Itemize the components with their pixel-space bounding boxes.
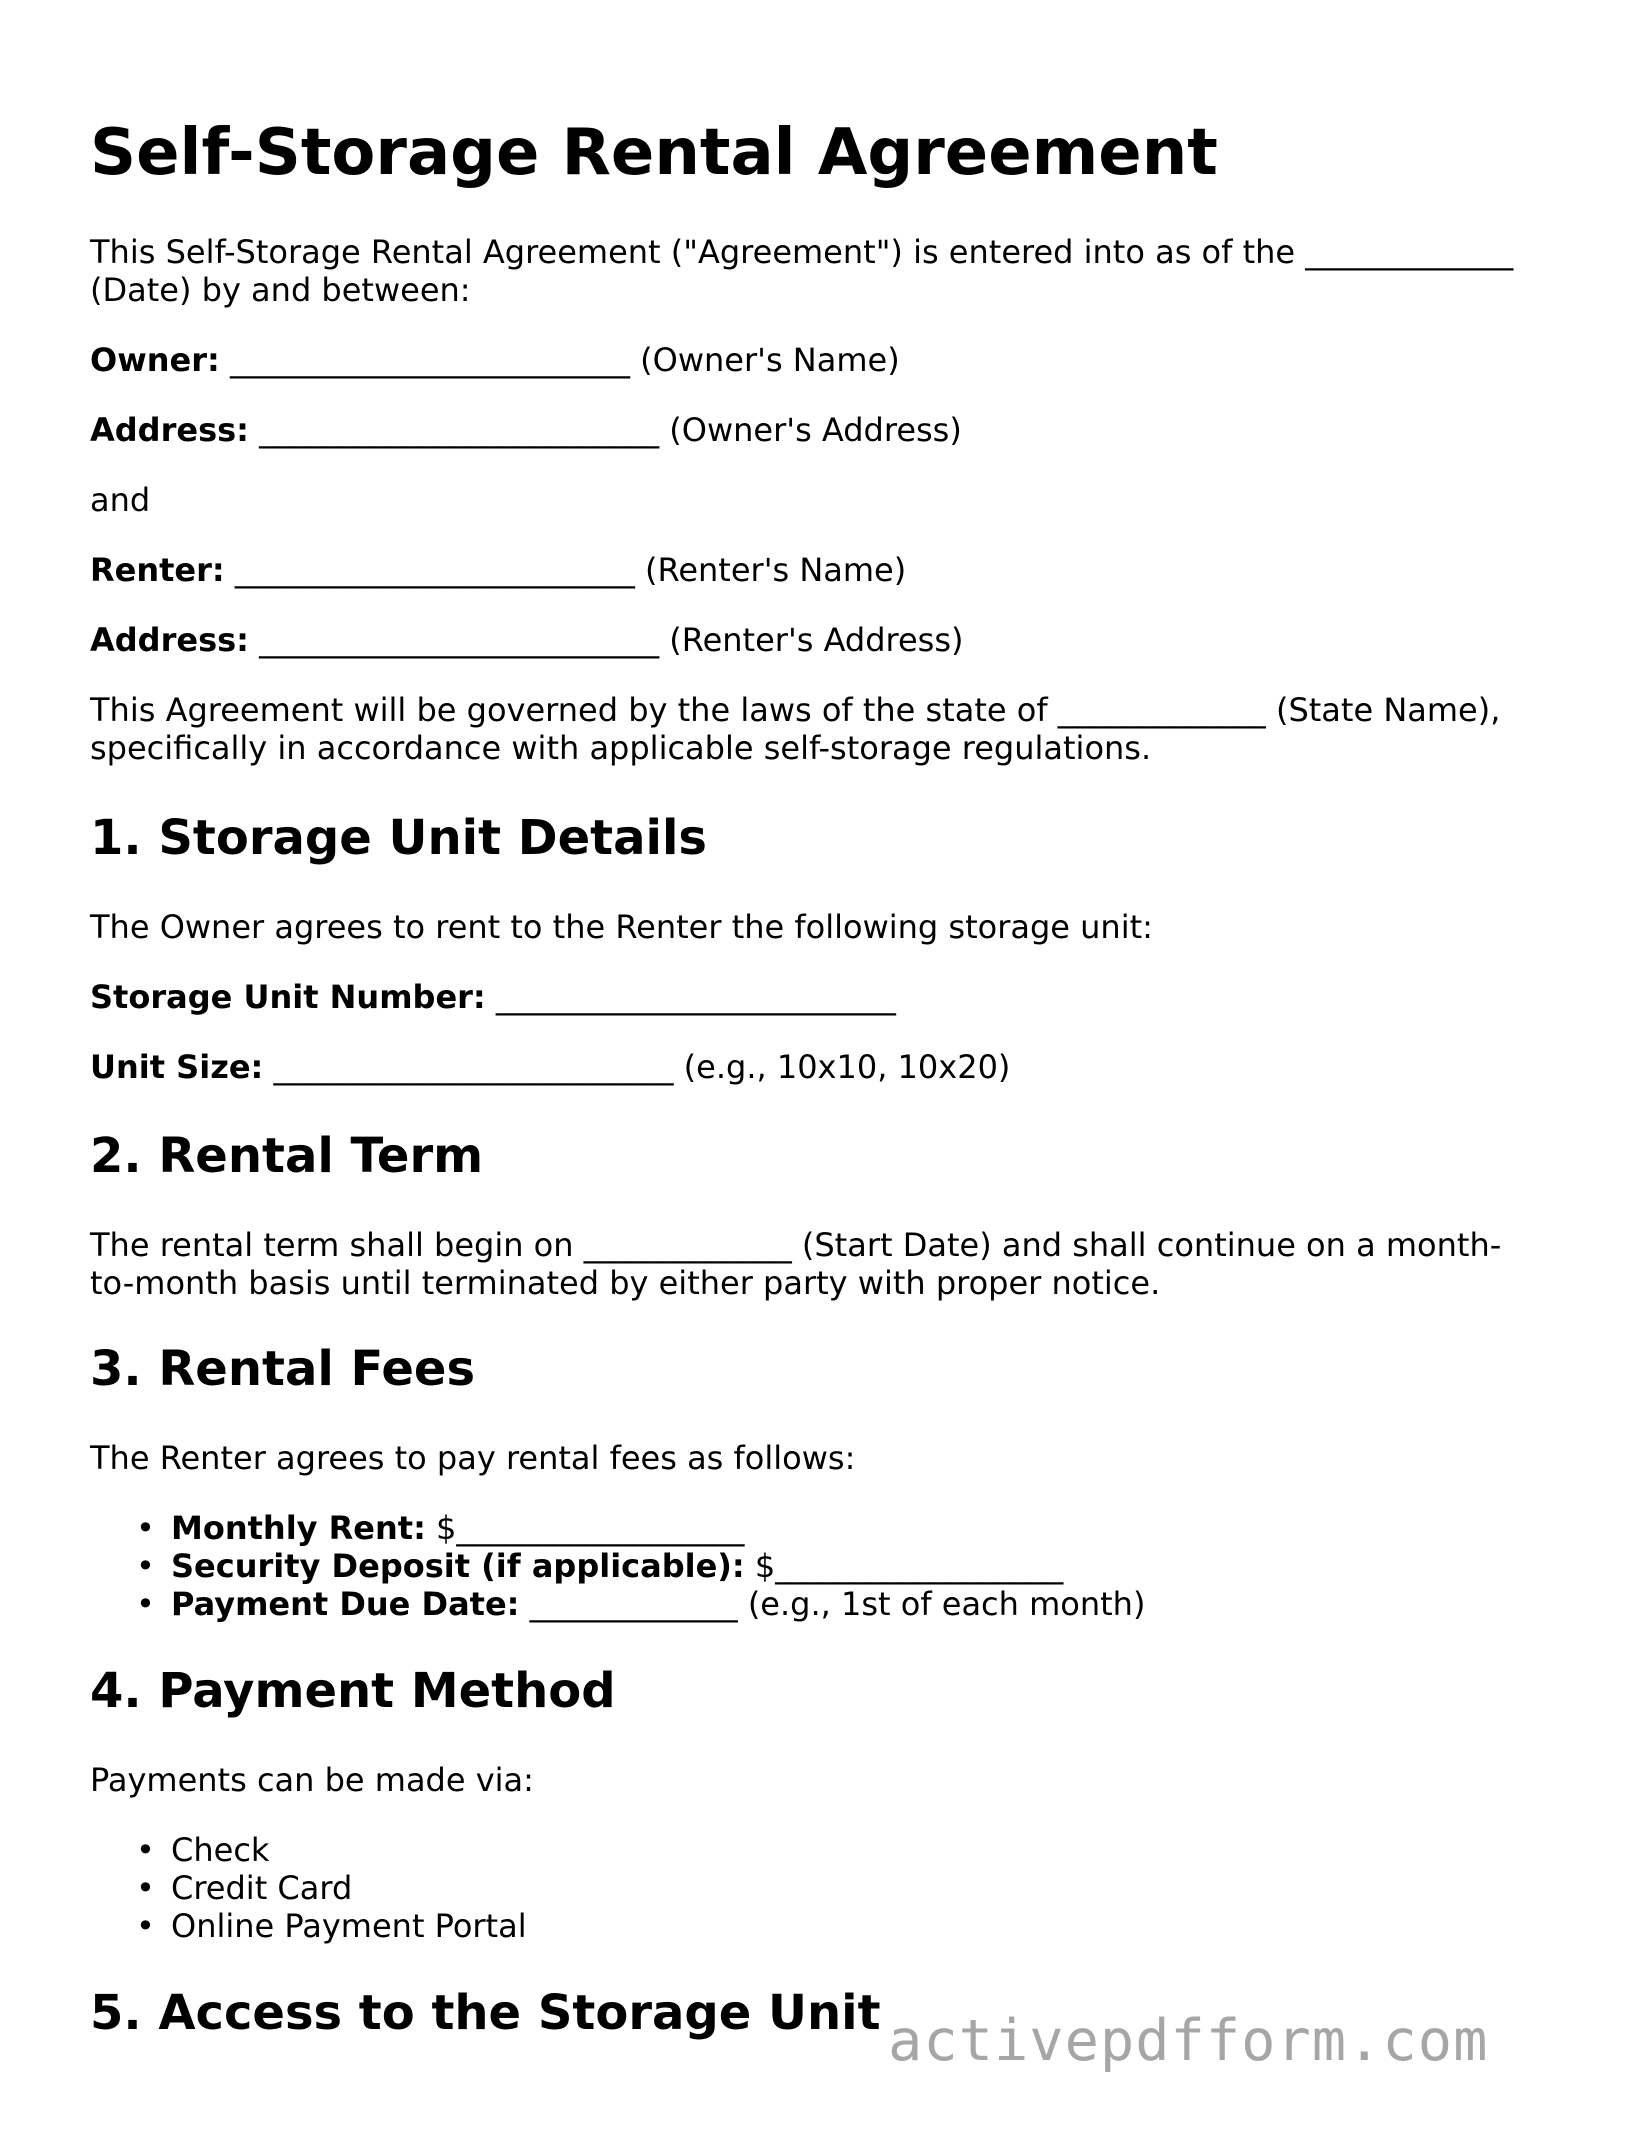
document-title: Self-Storage Rental Agreement: [90, 116, 1218, 190]
renter-address-label: Address:: [90, 621, 249, 659]
unit-size-blank: _________________________: [273, 1048, 674, 1086]
section-4-heading: 4. Payment Method: [90, 1663, 616, 1719]
monthly-rent-blank: $__________________: [436, 1509, 745, 1547]
section-4-intro: Payments can be made via:: [90, 1761, 534, 1799]
and-text: and: [90, 481, 151, 519]
intro-line-1: This Self-Storage Rental Agreement ("Agreement") is entered into as of the _____________: [90, 233, 1514, 271]
section-1-heading: 1. Storage Unit Details: [90, 810, 707, 866]
unit-size-label: Unit Size:: [90, 1048, 264, 1086]
bullet-icon: •: [136, 1585, 155, 1623]
section-3-heading: 3. Rental Fees: [90, 1341, 476, 1397]
security-deposit-label: Security Deposit (if applicable):: [171, 1547, 745, 1585]
rental-fees-list: [90, 1509, 1145, 1623]
governing-line-1: This Agreement will be governed by the laws of the state of _____________ (State Name),: [90, 691, 1501, 729]
payment-method-online-portal: Online Payment Portal: [171, 1907, 527, 1945]
payment-due-date-blank: _____________ (e.g., 1st of each month): [529, 1585, 1146, 1623]
section-2-heading: 2. Rental Term: [90, 1128, 484, 1184]
bullet-icon: •: [136, 1509, 155, 1547]
renter-address-blank: _________________________: [259, 621, 660, 659]
owner-label: Owner:: [90, 341, 220, 379]
renter-address-hint: (Renter's Address): [669, 621, 964, 659]
list-item: [90, 1547, 1145, 1585]
payment-method-credit-card: Credit Card: [171, 1869, 353, 1907]
renter-hint: (Renter's Name): [645, 551, 907, 589]
owner-address-hint: (Owner's Address): [669, 411, 962, 449]
security-deposit-blank: $__________________: [754, 1547, 1064, 1585]
unit-number-field: [90, 978, 896, 1016]
renter-label: Renter:: [90, 551, 225, 589]
payment-due-date-label: Payment Due Date:: [171, 1585, 520, 1623]
list-item: [90, 1509, 1145, 1547]
payment-method-check: Check: [171, 1831, 270, 1869]
rental-term-line-2: to-month basis until terminated by either party with proper notice.: [90, 1264, 1161, 1302]
list-item: [90, 1585, 1145, 1623]
payment-methods-list: [90, 1831, 527, 1945]
unit-number-label: Storage Unit Number:: [90, 978, 486, 1016]
rental-term-line-1: The rental term shall begin on _____________ (Start Date) and shall continue on a month-: [90, 1226, 1502, 1264]
owner-address-label: Address:: [90, 411, 249, 449]
bullet-icon: •: [136, 1831, 155, 1869]
unit-size-field: [90, 1048, 1010, 1086]
section-3-intro: The Renter agrees to pay rental fees as follows:: [90, 1439, 856, 1477]
owner-field: [90, 341, 900, 379]
bullet-icon: •: [136, 1547, 155, 1585]
renter-address-field: [90, 621, 964, 659]
bullet-icon: •: [136, 1869, 155, 1907]
owner-blank: _________________________: [230, 341, 630, 379]
renter-field: [90, 551, 906, 589]
unit-number-blank: _________________________: [495, 978, 896, 1016]
list-item: [90, 1907, 527, 1945]
owner-address-blank: _________________________: [259, 411, 660, 449]
list-item: [90, 1869, 527, 1907]
section-1-intro: The Owner agrees to rent to the Renter the following storage unit:: [90, 908, 1153, 946]
governing-line-2: specifically in accordance with applicable self-storage regulations.: [90, 729, 1152, 767]
section-5-heading: 5. Access to the Storage Unit: [90, 1985, 881, 2041]
owner-address-field: [90, 411, 962, 449]
list-item: [90, 1831, 527, 1869]
monthly-rent-label: Monthly Rent:: [171, 1509, 426, 1547]
bullet-icon: •: [136, 1907, 155, 1945]
unit-size-hint: (e.g., 10x10, 10x20): [683, 1048, 1011, 1086]
renter-blank: _________________________: [234, 551, 635, 589]
watermark-text: activepdfform.com: [888, 2008, 1489, 2074]
owner-hint: (Owner's Name): [640, 341, 900, 379]
intro-line-2: (Date) by and between:: [90, 271, 471, 309]
